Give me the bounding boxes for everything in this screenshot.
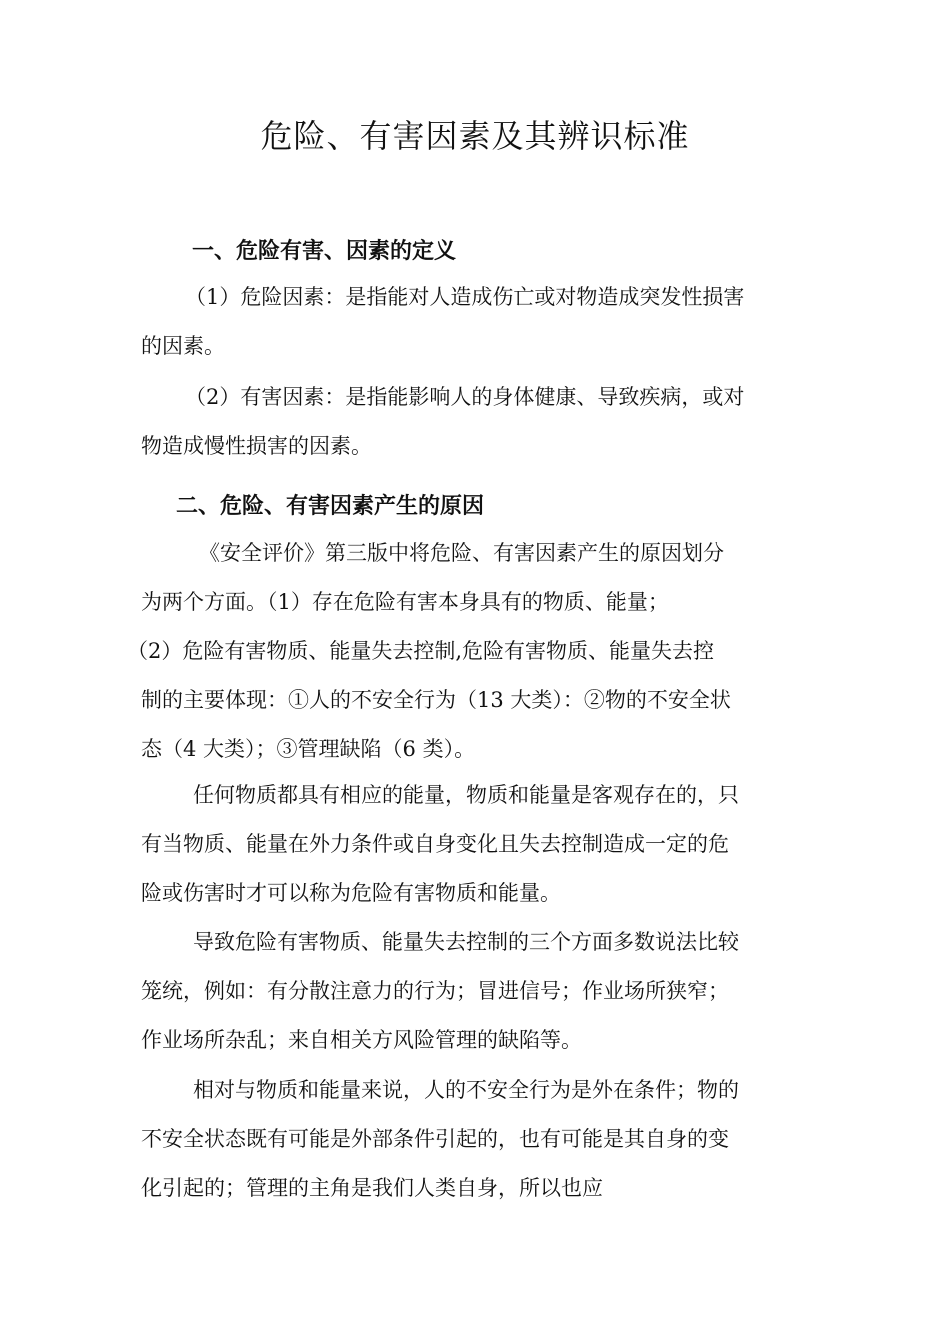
text-line: （1）危险因素：是指能对人造成伤亡或对物造成突发性损害 [185,285,745,309]
paragraph-unsafe-behavior [141,1066,813,1213]
text-line: 相对与物质和能量来说，人的不安全行为是外在条件；物的 [193,1078,739,1102]
paragraph-matter-energy [141,771,813,918]
text-line: 作业场所杂乱；来自相关方风险管理的缺陷等。 [141,1028,582,1052]
text-line: （2）有害因素：是指能影响人的身体健康、导致疾病，或对 [185,385,745,409]
paragraph-loss-of-control [141,918,813,1065]
section-heading-causes: 二、危险、有害因素产生的原因 [176,494,485,519]
text-line: 不安全状态既有可能是外部条件引起的，也有可能是其自身的变 [141,1127,729,1151]
text-line: 《安全评价》第三版中将危险、有害因素产生的原因划分 [199,541,724,565]
paragraph-safety-evaluation [127,529,813,774]
text-line: 的因素。 [141,334,225,358]
text-line: 任何物质都具有相应的能量，物质和能量是客观存在的，只 [193,783,739,807]
text-line: （2）危险有害物质、能量失去控制,危险有害物质、能量失去控 [127,639,715,663]
paragraph-harmful-factor [141,373,813,471]
text-line: 为两个方面。（1）存在危险有害本身具有的物质、能量； [141,590,669,614]
paragraph-hazard-factor [141,273,813,371]
text-line: 物造成慢性损害的因素。 [141,434,372,458]
text-line: 导致危险有害物质、能量失去控制的三个方面多数说法比较 [193,930,739,954]
section-heading-definition: 一、危险有害、因素的定义 [192,239,457,264]
text-line: 险或伤害时才可以称为危险有害物质和能量。 [141,881,561,905]
text-line: 化引起的；管理的主角是我们人类自身，所以也应 [141,1176,603,1200]
text-line: 制的主要体现：①人的不安全行为（13 大类）：②物的不安全状 [141,688,731,712]
text-line: 态（4 大类）；③管理缺陷（6 类）。 [141,737,476,761]
text-line: 有当物质、能量在外力条件或自身变化且失去控制造成一定的危 [141,832,729,856]
document-title: 危险、有害因素及其辨识标准 [260,117,690,155]
text-line: 笼统，例如：有分散注意力的行为；冒进信号；作业场所狭窄； [141,979,729,1003]
